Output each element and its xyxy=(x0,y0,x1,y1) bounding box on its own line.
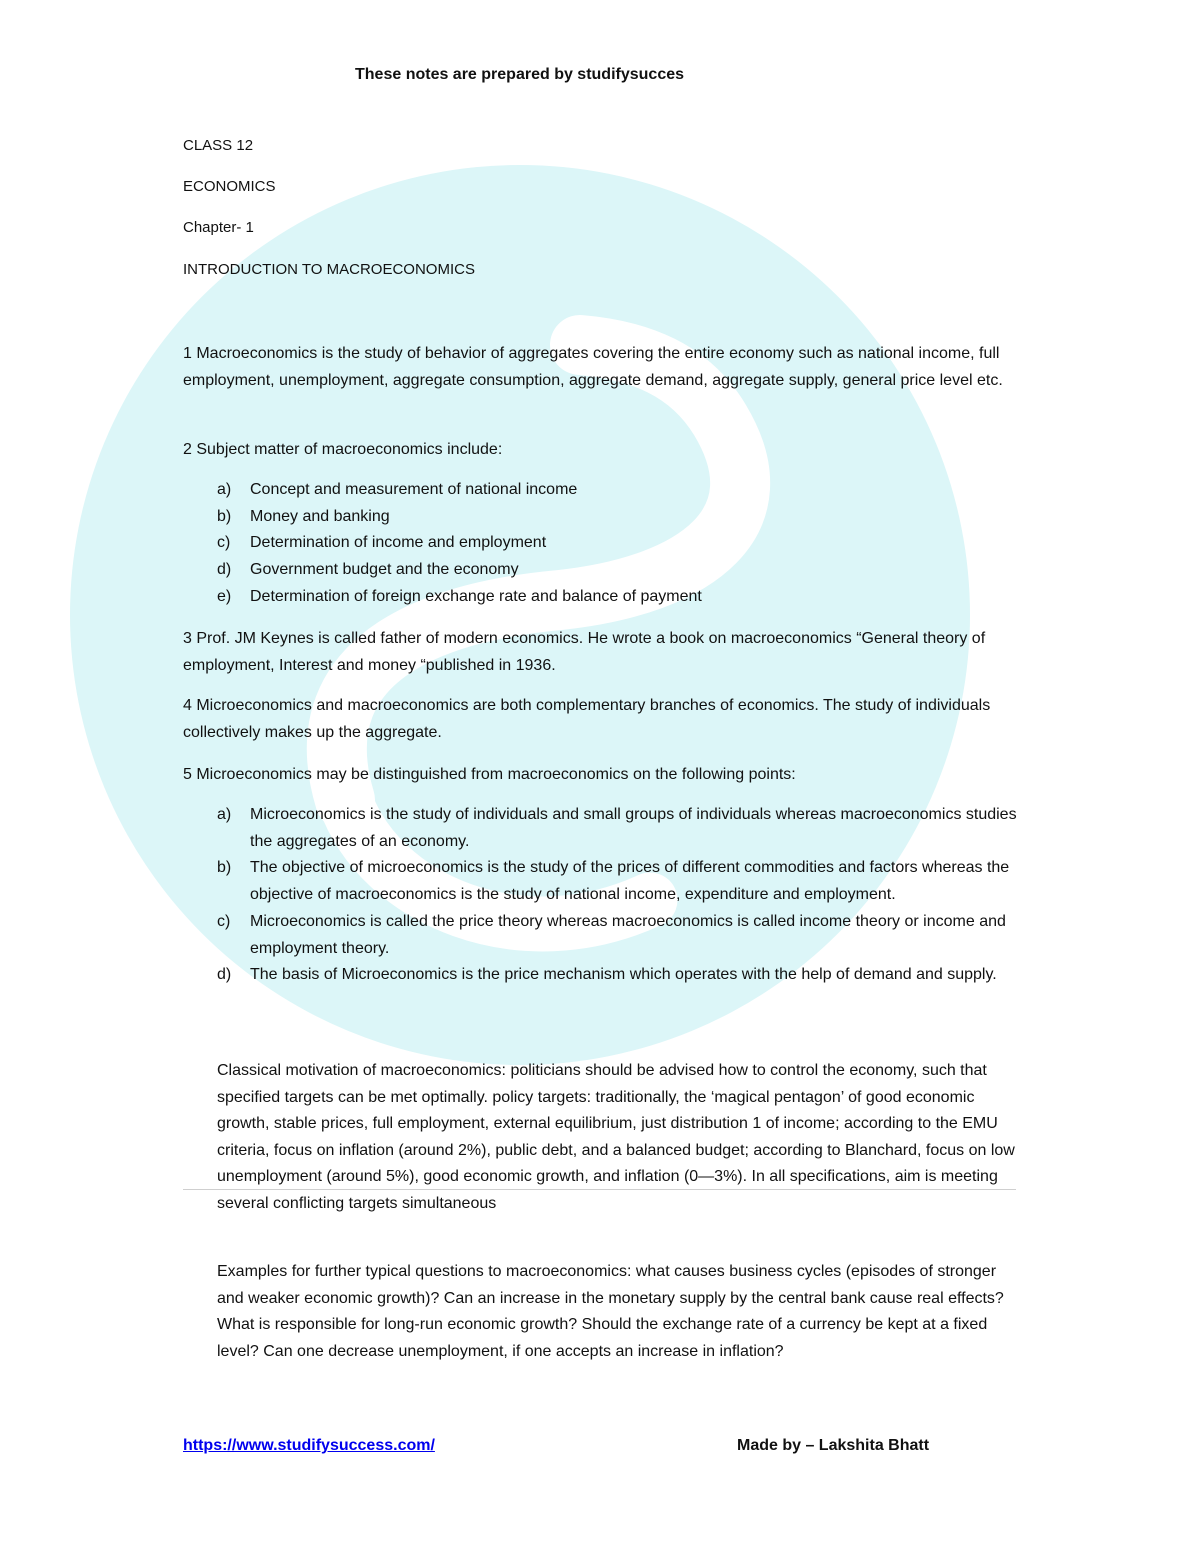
list-item-text: Microeconomics is the study of individuals and small groups of individuals whereas macroeconomics studies the aggregates of an economy. xyxy=(250,806,1017,850)
classical-motivation-paragraph: Classical motivation of macroeconomics: politicians should be advised how to control the economy, such that specified targets can be met optimally. policy targets: traditionally, the ‘magical pentagon’ of good economic growth, stable prices, full employment, external equilibrium, just distribution 1 of income; according to the EMU criteria, focus on inflation (around 2%), public debt, and a balanced budget; according to Blanchard, focus on low unemployment (around 5%), good economic growth, and inflation (0—3%). In all specifications, aim is meeting several conflicting targets simultaneous xyxy=(217,1062,1015,1212)
list-marker: c) xyxy=(217,912,231,930)
list-marker: e) xyxy=(217,587,232,605)
examples-paragraph: Examples for further typical questions to macroeconomics: what causes business cycles (episodes of stronger and weaker economic growth)? Can an increase in the monetary supply by the central bank cause real effects? What is responsible for long-run economic growth? Should the exchange rate of a currency be kept at a fixed level? Can one decrease unemployment, if one accepts an increase in inflation? xyxy=(217,1263,1004,1360)
list-marker: b) xyxy=(217,859,232,877)
point-5: 5 Microeconomics may be distinguished from macroeconomics on the following points: xyxy=(183,766,796,783)
list-item-text: Government budget and the economy xyxy=(250,561,519,579)
point-1: 1 Macroeconomics is the study of behavior of aggregates covering the entire economy such as national income, full employment, unemployment, aggregate consumption, aggregate demand, aggregate supply, general price level etc. xyxy=(183,345,1003,389)
subject-matter-list xyxy=(217,477,1017,611)
list-item xyxy=(217,909,1017,962)
list-item xyxy=(217,530,1017,557)
list-item xyxy=(217,504,1017,531)
list-item xyxy=(217,855,1017,908)
class-label: CLASS 12 xyxy=(183,137,254,154)
author-credit: Made by – Lakshita Bhatt xyxy=(737,1437,930,1454)
distinction-list xyxy=(217,802,1017,989)
list-item-text: The objective of microeconomics is the study of the prices of different commodities and factors whereas the objective of macroeconomics is the study of national income, expenditure and employment. xyxy=(250,859,1010,904)
list-item xyxy=(217,584,1017,611)
list-item xyxy=(217,477,1017,504)
list-marker: b) xyxy=(217,507,232,525)
list-item-text: Determination of income and employment xyxy=(250,534,547,552)
list-marker: a) xyxy=(217,481,232,498)
header-note: These notes are prepared by studifysucces xyxy=(355,66,685,83)
chapter-title: INTRODUCTION TO MACROECONOMICS xyxy=(183,261,475,278)
chapter-label: Chapter- 1 xyxy=(183,219,254,236)
point-4: 4 Microeconomics and macroeconomics are both complementary branches of economics. The study of individuals collectively makes up the aggregate. xyxy=(183,697,991,741)
list-item-text: Money and banking xyxy=(250,507,390,525)
list-item xyxy=(217,802,1017,855)
list-item-text: The basis of Microeconomics is the price mechanism which operates with the help of demand and supply. xyxy=(250,966,997,984)
list-marker: d) xyxy=(217,966,232,984)
point-2: 2 Subject matter of macroeconomics include: xyxy=(183,441,503,458)
list-marker: a) xyxy=(217,806,232,823)
list-item-text: Microeconomics is called the price theory whereas macroeconomics is called income theory or income and employment theory. xyxy=(250,912,1006,957)
point-3: 3 Prof. JM Keynes is called father of modern economics. He wrote a book on macroeconomics “General theory of employment, Interest and money “published in 1936. xyxy=(183,630,986,674)
list-item-text: Concept and measurement of national income xyxy=(250,481,578,498)
divider-line xyxy=(183,1189,1016,1190)
list-marker: c) xyxy=(217,534,231,552)
list-item-text: Determination of foreign exchange rate and balance of payment xyxy=(250,587,702,605)
list-marker: d) xyxy=(217,561,232,579)
studifysuccess-link[interactable]: https://www.studifysuccess.com/ xyxy=(183,1437,435,1454)
subject-label: ECONOMICS xyxy=(183,178,276,195)
list-item xyxy=(217,557,1017,584)
list-item xyxy=(217,962,1017,989)
